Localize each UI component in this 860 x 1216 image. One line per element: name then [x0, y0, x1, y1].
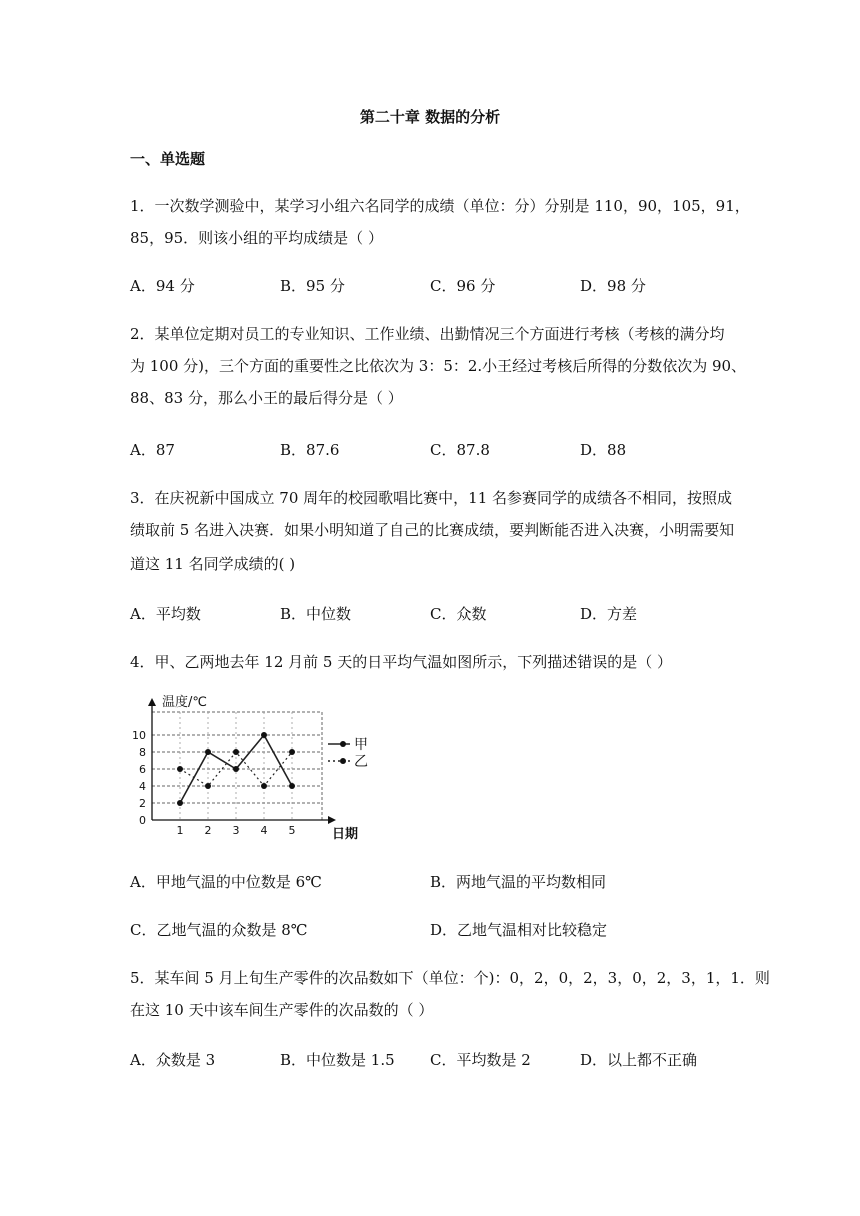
- x-axis-label: 日期: [332, 827, 359, 842]
- point-甲-4: [261, 732, 267, 738]
- q1-option-b: B．95 分: [280, 277, 345, 295]
- q2-option-d: D．88: [580, 441, 627, 459]
- q5-option-c: C．平均数是 2: [430, 1051, 531, 1069]
- q4-option-d: D．乙地气温相对比较稳定: [430, 921, 608, 939]
- x-tick-label-3: 3: [232, 824, 240, 837]
- x-tick-label-1: 1: [176, 824, 184, 837]
- point-乙-5: [289, 749, 295, 755]
- q5-line-1: 5．某车间 5 月上旬生产零件的次品数如下（单位：个)：0，2，0，2，3，0，2，3，1，1．则: [130, 969, 770, 987]
- q3-line-1: 3．在庆祝新中国成立 70 周年的校园歌唱比赛中，11 名参赛同学的成绩各不相同，按照成: [130, 489, 733, 507]
- q2-line-2: 为 100 分)，三个方面的重要性之比依次为 3：5：2.小王经过考核后所得的分数依次为 90、: [130, 357, 747, 375]
- q2-option-c: C．87.8: [430, 441, 490, 459]
- q1-option-c: C．96 分: [430, 277, 496, 295]
- q3-line-3: 道这 11 名同学成绩的( ): [130, 555, 296, 573]
- y-axis-arrow: [148, 698, 156, 706]
- q5-option-d: D．以上都不正确: [580, 1051, 698, 1069]
- q1-line-2: 85，95．则该小组的平均成绩是（ ）: [130, 229, 383, 247]
- q4-option-b: B．两地气温的平均数相同: [430, 873, 607, 891]
- point-甲-3: [233, 766, 239, 772]
- x-tick-label-5: 5: [288, 824, 296, 837]
- q4-line-1: 4．甲、乙两地去年 12 月前 5 天的日平均气温如图所示，下列描述错误的是（ ）: [130, 653, 673, 671]
- q5-option-a: A．众数是 3: [130, 1051, 216, 1069]
- q1-option-a: A．94 分: [130, 277, 195, 295]
- page-title: 第二十章 数据的分析: [359, 108, 501, 126]
- q1-option-d: D．98 分: [580, 277, 646, 295]
- q2-option-b: B．87.6: [280, 441, 340, 459]
- y-tick-label-4: 4: [139, 780, 146, 793]
- legend-marker-甲: [340, 741, 346, 747]
- x-tick-label-2: 2: [204, 824, 212, 837]
- point-乙-1: [177, 766, 183, 772]
- q4-option-a: A．甲地气温的中位数是 6℃: [130, 873, 322, 891]
- q3-option-b: B．中位数: [280, 605, 352, 623]
- q5-line-2: 在这 10 天中该车间生产零件的次品数的（ ）: [130, 1001, 434, 1019]
- q3-option-c: C．众数: [430, 605, 487, 623]
- legend-marker-乙: [340, 758, 346, 764]
- q3-line-2: 绩取前 5 名进入决赛．如果小明知道了自己的比赛成绩，要判断能否进入决赛，小明需要知: [130, 521, 735, 539]
- q2-option-a: A．87: [130, 441, 175, 459]
- temperature-chart: [128, 690, 368, 846]
- point-乙-2: [205, 783, 211, 789]
- q2-line-1: 2．某单位定期对员工的专业知识、工作业绩、出勤情况三个方面进行考核（考核的满分均: [130, 325, 725, 343]
- y-tick-label-2: 2: [139, 797, 146, 810]
- q5-option-b: B．中位数是 1.5: [280, 1051, 395, 1069]
- point-乙-3: [233, 749, 239, 755]
- point-甲-2: [205, 749, 211, 755]
- x-axis-arrow: [328, 816, 336, 824]
- point-甲-5: [289, 783, 295, 789]
- y-axis-label: 温度/℃: [162, 695, 207, 710]
- q4-option-c: C．乙地气温的众数是 8℃: [130, 921, 308, 939]
- q2-line-3: 88、83 分，那么小王的最后得分是（ ）: [130, 389, 403, 407]
- x-tick-label-4: 4: [260, 824, 268, 837]
- section-heading: 一、单选题: [130, 150, 206, 168]
- q1-line-1: 1．一次数学测验中，某学习小组六名同学的成绩（单位：分）分别是 110，90，105，91，: [130, 197, 750, 215]
- y-tick-label-8: 8: [139, 746, 146, 759]
- y-tick-label-10: 10: [132, 729, 146, 742]
- q3-option-a: A．平均数: [130, 605, 201, 623]
- legend-label-甲: 甲: [354, 737, 368, 753]
- legend-label-乙: 乙: [354, 754, 368, 770]
- y-tick-label-0: 0: [139, 814, 146, 827]
- y-tick-label-6: 6: [139, 763, 146, 776]
- point-甲-1: [177, 800, 183, 806]
- point-乙-4: [261, 783, 267, 789]
- chart-legend: [328, 737, 368, 770]
- q3-option-d: D．方差: [580, 605, 638, 623]
